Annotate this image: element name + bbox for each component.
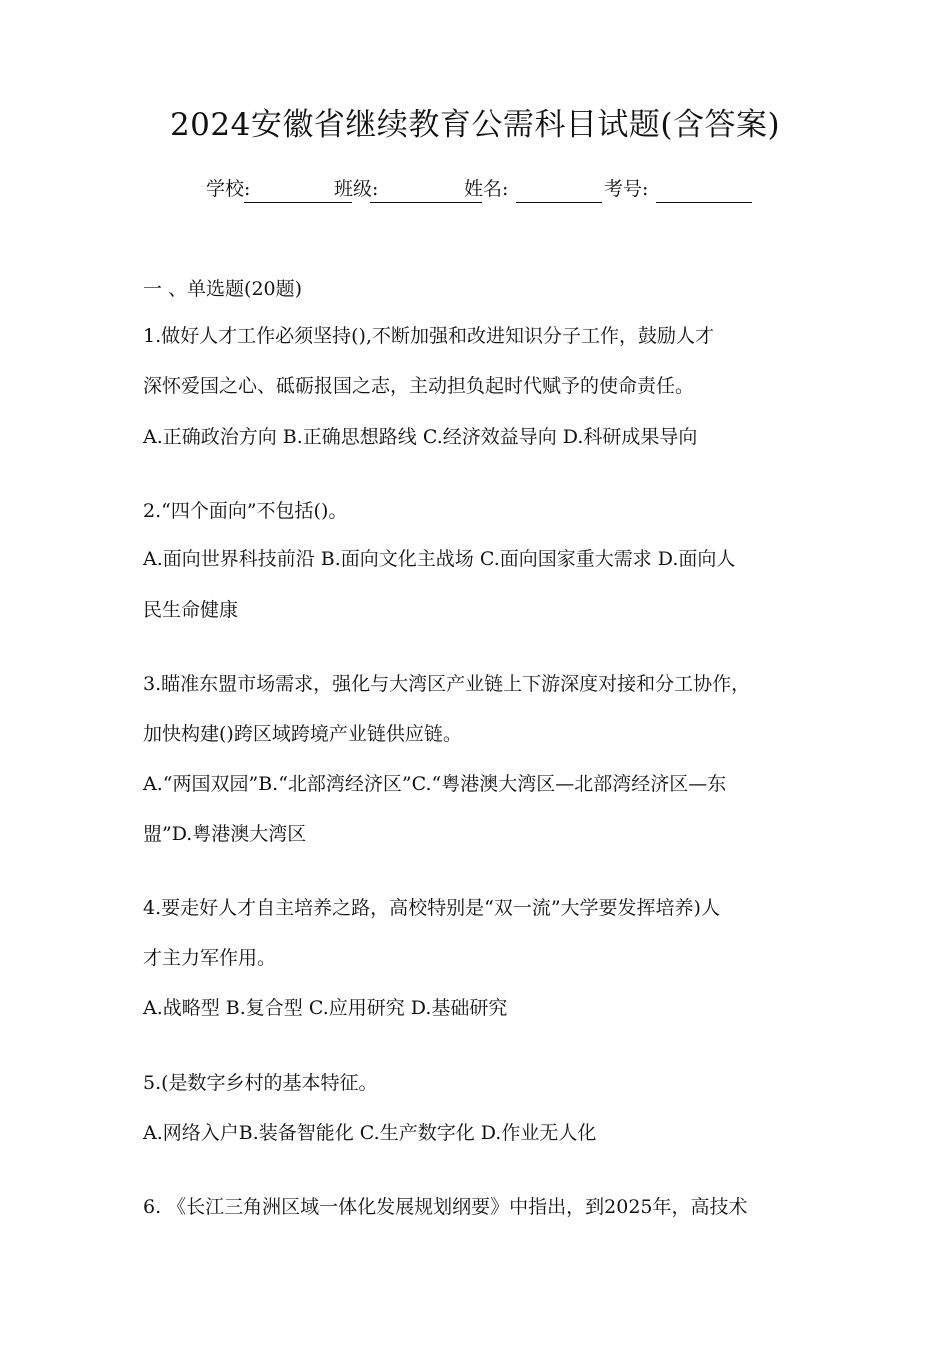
exam-number-label: 考号: — [604, 178, 649, 200]
question-4-options: A.战略型 B.复合型 C.应用研究 D.基础研究 — [143, 997, 508, 1019]
question-4-line-2: 才主力军作用。 — [143, 947, 277, 969]
question-3-options-2: 盟”D.粤港澳大湾区 — [143, 823, 307, 845]
question-3-line-2: 加快构建()跨区域跨境产业链供应链。 — [143, 723, 462, 745]
question-1-options: A.正确政治方向 B.正确思想路线 C.经济效益导向 D.科研成果导向 — [143, 426, 698, 448]
section-heading: 一 、单选题(20题) — [143, 278, 303, 300]
school-label: 学校: — [206, 178, 251, 200]
question-2-line-1: 2.“四个面向”不包括()。 — [143, 500, 348, 522]
name-blank[interactable] — [516, 202, 602, 203]
page-title: 2024安徽省继续教育公需科目试题(含答案) — [169, 107, 781, 143]
question-4-line-1: 4.要走好人才自主培养之路，高校特别是“双一流”大学要发挥培养)人 — [143, 897, 720, 919]
question-3-options-1: A.“两国双园”B.“北部湾经济区”C.“粤港澳大湾区—北部湾经济区—东 — [143, 773, 727, 795]
question-1-line-2: 深怀爱国之心、砥砺报国之志，主动担负起时代赋予的使命责任。 — [143, 375, 695, 397]
question-2-options-2: 民生命健康 — [143, 599, 239, 621]
question-1-line-1: 1.做好人才工作必须坚持(),不断加强和改进知识分子工作，鼓励人才 — [143, 325, 714, 347]
question-2-options-1: A.面向世界科技前沿 B.面向文化主战场 C.面向国家重大需求 D.面向人 — [143, 548, 736, 570]
question-5-options: A.网络入户B.装备智能化 C.生产数字化 D.作业无人化 — [143, 1122, 597, 1144]
name-label: 姓名: — [464, 178, 509, 200]
question-3-line-1: 3.瞄准东盟市场需求，强化与大湾区产业链上下游深度对接和分工协作， — [143, 673, 751, 695]
question-6-line-1: 6. 《长江三角洲区域一体化发展规划纲要》中指出，到2025年，高技术 — [143, 1196, 748, 1218]
question-5-line-1: 5.(是数字乡村的基本特征。 — [143, 1072, 378, 1094]
exam-number-blank[interactable] — [656, 202, 752, 203]
class-label: 班级: — [334, 178, 379, 200]
